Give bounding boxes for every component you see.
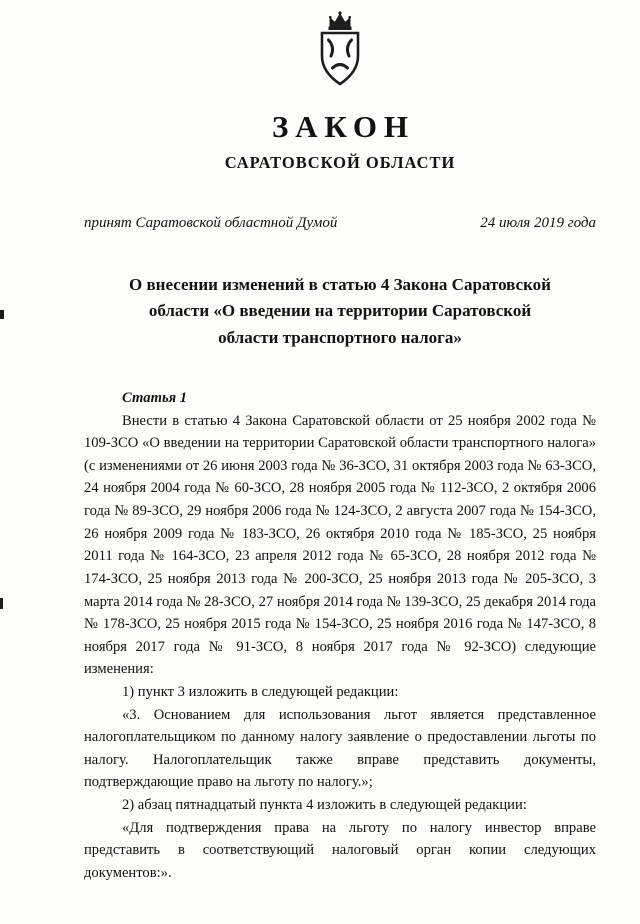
body-paragraph: «Для подтверждения права на льготу по налогу инвестор вправе представить в соответствующий налоговый орган копии следующих документов:». [84,819,596,881]
saratov-oblast-coat-of-arms-icon [314,10,366,88]
scan-artifact [0,598,3,609]
body-paragraph: Внести в статью 4 Закона Саратовской области от 25 ноября 2002 года № 109-ЗСО «О введении на территории Саратовской области транспортного налога» (с изменениями от 26 июня 2003 года № 36-ЗСО, 31 октября 2003 года № 63-ЗСО, 24 ноября 2004 года № 60-ЗСО, 28 ноября 2005 года № 112-ЗСО, 2 октября 2006 года № 89-ЗСО, 29 ноября 2006 года № 124-ЗСО, 2 августа 2007 года № 154-ЗСО, 26 ноября 2009 года № 183-ЗСО, 26 октября 2010 года № 185-ЗСО, 25 ноября 2011 года № 164-ЗСО, 23 апреля 2012 года № 65-ЗСО, 28 ноября 2012 года № 174-ЗСО, 25 ноября 2013 года № 200-ЗСО, 25 ноября 2013 года № 205-ЗСО, 3 марта 2014 года № 28-ЗСО, 27 ноября 2014 года № 139-ЗСО, 25 декабря 2014 года № 178-ЗСО, 25 ноября 2015 года № 154-ЗСО, 25 ноября 2016 года № 147-ЗСО, 8 ноября 2017 года № 91-ЗСО, 8 ноября 2017 года № 92-ЗСО) следующие изменения: [84,412,596,678]
article-heading: Статья 1 [122,390,188,407]
body-paragraph: «3. Основанием для использования льгот является представленное налогоплательщиком по данному налогу заявление о предоставлении льготы по налогу. Налогоплательщик также вправе представить документы, подтверждающие право на льготу по налогу.»; [84,706,596,791]
document-body [84,387,596,884]
document-subtitle: САРАТОВСКОЙ ОБЛАСТИ [224,153,456,172]
emblem-container [84,10,596,93]
body-paragraph: 1) пункт 3 изложить в следующей редакции: [122,683,399,700]
act-title: О внесении изменений в статью 4 Закона Саратовской области «О введении на территории Саратовской области транспортного налога» [129,275,551,347]
adopted-by-text: принят Саратовской областной Думой [84,215,338,231]
adoption-date: 24 июля 2019 года [480,215,596,231]
adoption-line [84,215,596,232]
scan-artifact [0,310,4,319]
body-paragraph: 2) абзац пятнадцатый пункта 4 изложить в следующей редакции: [122,797,527,813]
document-title: ЗАКОН [272,109,415,144]
